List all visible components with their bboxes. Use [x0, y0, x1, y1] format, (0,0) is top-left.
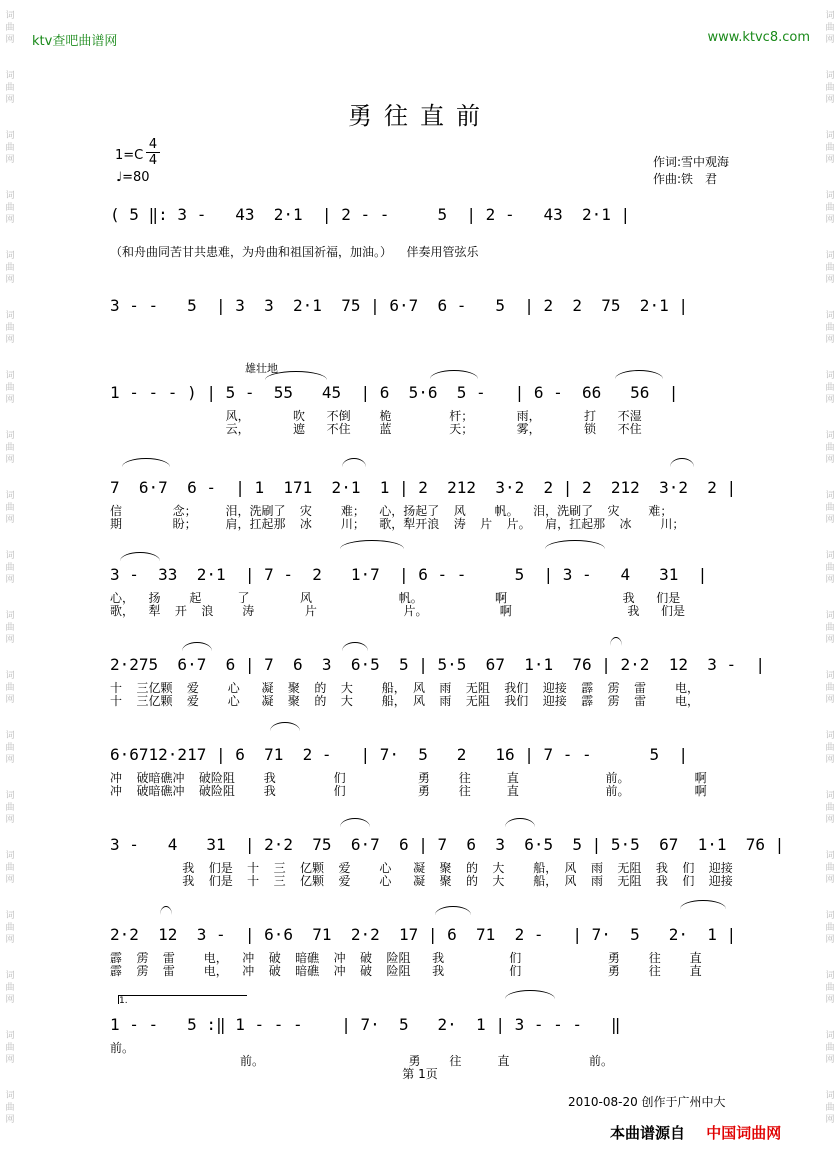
lyric-line-1: 风， 吹 不倒 桅 杆； 雨， 打 不湿 [110, 409, 642, 423]
notes-line: 3 - - 5 | 3 3 2·1 75 | 6·7 6 - 5 | 2 2 75 2·1 | [110, 296, 688, 315]
watermark-glyph: 词 曲 网 [5, 1031, 15, 1065]
watermark-glyph: 词 曲 网 [825, 431, 835, 465]
watermark-glyph: 词 曲 网 [5, 911, 15, 945]
slur-mark [342, 458, 366, 467]
watermark-glyph: 词 曲 网 [825, 611, 835, 645]
watermark-glyph: 词 曲 网 [825, 71, 835, 105]
key-signature: 1=C [115, 148, 144, 163]
volta-label: 1. [119, 996, 128, 1006]
watermark-glyph: 词 曲 网 [825, 191, 835, 225]
site-url-right: www.ktvc8.com [707, 30, 810, 45]
watermark-glyph: 词 曲 网 [825, 11, 835, 45]
lyric-line-2: 歌， 犁 开 浪 涛 片 片。 啊 我 们是 [110, 604, 686, 618]
lyric-line-2: 云， 遮 不住 蓝 天； 雾， 锁 不住 [110, 422, 642, 436]
slur-mark [670, 458, 694, 467]
tempo-value: =80 [122, 170, 150, 185]
watermark-glyph: 词 曲 网 [825, 791, 835, 825]
notes-line: 6·6712·217 | 6 71 2 - | 7· 5 2 16 | 7 - - 5 | [110, 745, 688, 764]
song-title: 勇往直前 [348, 102, 492, 130]
slur-mark [680, 900, 726, 909]
watermark-glyph: 词 曲 网 [5, 311, 15, 345]
notes-line: 3 - 33 2·1 | 7 - 2 1·7 | 6 - - 5 | 3 - 4 31 | [110, 565, 708, 584]
slur-mark [120, 552, 160, 561]
watermark-glyph: 词 曲 网 [5, 671, 15, 705]
lyric-line-2: 期 盼； 肩，扛起那 冰 川； 歌，犁开浪 涛 片 片。 肩，扛起那 冰 川； [110, 517, 685, 531]
lyric-line-1: 十 三亿颗 爱 心 凝 聚 的 大 船， 风 雨 无阻 我们 迎接 霹 雳 雷 电， [110, 681, 699, 695]
page-number: 第 1页 [402, 1067, 438, 1081]
notes-line: 2·2 12 3 - | 6·6 71 2·2 17 | 6 71 2 - | 7· 5 2· 1 | [110, 925, 737, 944]
watermark-glyph: 词 曲 网 [5, 71, 15, 105]
lyric-line-2: 十 三亿颗 爱 心 凝 聚 的 大 船， 风 雨 无阻 我们 迎接 霹 雳 雷 电， [110, 694, 699, 708]
watermark-glyph: 词 曲 网 [825, 1091, 835, 1125]
watermark-glyph: 词 曲 网 [5, 371, 15, 405]
watermark-glyph: 词 曲 网 [825, 551, 835, 585]
watermark-glyph: 词 曲 网 [825, 911, 835, 945]
slur-mark [610, 637, 622, 646]
watermark-glyph: 词 曲 网 [825, 731, 835, 765]
watermark-glyph: 词 曲 网 [825, 851, 835, 885]
watermark-glyph: 词 曲 网 [825, 971, 835, 1005]
watermark-glyph: 词 曲 网 [825, 1031, 835, 1065]
site-name-left: ktv查吧曲谱网 [32, 34, 118, 49]
lyric-line-2: 霹 雳 雷 电， 冲 破 暗礁 冲 破 险阻 我 们 勇 往 直 [110, 964, 702, 978]
slur-mark [430, 370, 478, 379]
slur-mark [435, 906, 471, 915]
slur-mark [265, 371, 327, 380]
lyric-line-1: 信 念； 泪，洗刷了 灾 难； 心，扬起了 风 帆。 泪，洗刷了 灾 难； [110, 504, 673, 518]
watermark-glyph: 词 曲 网 [5, 971, 15, 1005]
time-signature-bottom: 4 [148, 153, 158, 168]
watermark-glyph: 词 曲 网 [825, 251, 835, 285]
time-signature [146, 138, 160, 167]
slur-mark [122, 458, 170, 467]
lyric-line-1: 心， 扬 起 了 风 帆。 啊 我 们是 [110, 591, 681, 605]
slur-mark [270, 722, 300, 731]
composer-credit: 作曲:铁 君 [653, 172, 718, 186]
notes-line: 7 6·7 6 - | 1 171 2·1 1 | 2 212 3·2 2 | 2 212 3·2 2 | [110, 478, 737, 497]
watermark-glyph: 词 曲 网 [5, 431, 15, 465]
watermark-glyph: 词 曲 网 [825, 491, 835, 525]
watermark-glyph: 词 曲 网 [5, 611, 15, 645]
slur-mark [505, 990, 555, 999]
creation-date: 2010-08-20 创作于广州中大 [568, 1095, 726, 1109]
lyric-line-2: 前。 勇 往 直 前。 [110, 1054, 614, 1068]
expression-mark: 雄壮地 [245, 362, 278, 375]
watermark-glyph: 词 曲 网 [5, 791, 15, 825]
source-credit [610, 1122, 781, 1143]
watermark-glyph: 词 曲 网 [5, 131, 15, 165]
slur-mark [340, 818, 370, 827]
lyricist-credit: 作词:雪中观海 [653, 155, 730, 169]
lyric-line-1: 冲 破暗礁冲 破险阻 我 们 勇 往 直 前。 啊 [110, 771, 707, 785]
notes-line: ( 5 ‖: 3 - 43 2·1 | 2 - - 5 | 2 - 43 2·1 | [110, 205, 631, 224]
watermark-glyph: 词 曲 网 [5, 551, 15, 585]
watermark-glyph: 词 曲 网 [5, 851, 15, 885]
slur-mark [615, 370, 663, 379]
tempo-mark [116, 170, 150, 185]
watermark-glyph: 词 曲 网 [825, 371, 835, 405]
lyric-line-2: 我 们是 十 三 亿颗 爱 心 凝 聚 的 大 船， 风 雨 无阻 我 们 迎接 [110, 874, 733, 888]
slur-mark [160, 906, 172, 915]
slur-mark [340, 540, 404, 549]
lyric-line-1: 我 们是 十 三 亿颗 爱 心 凝 聚 的 大 船， 风 雨 无阻 我 们 迎接 [110, 861, 733, 875]
watermark-glyph: 词 曲 网 [5, 731, 15, 765]
watermark-glyph: 词 曲 网 [5, 491, 15, 525]
time-signature-top: 4 [148, 137, 158, 152]
notes-line: 2·275 6·7 6 | 7 6 3 6·5 5 | 5·5 67 1·1 76 | 2·2 12 3 - | [110, 655, 766, 674]
slur-mark [182, 642, 212, 651]
lyric-line-1: 霹 雳 雷 电， 冲 破 暗礁 冲 破 险阻 我 们 勇 往 直 [110, 951, 702, 965]
lyric-line-1: （和舟曲同苦甘共患难，为舟曲和祖国祈福，加油。） 伴奏用管弦乐 [110, 245, 479, 259]
source-site: 中国词曲网 [706, 1124, 782, 1142]
watermark-glyph: 词 曲 网 [5, 1091, 15, 1125]
lyric-line-1: 前。 [110, 1041, 135, 1055]
notes-line: 1 - - - ) | 5 - 55 45 | 6 5·6 5 - | 6 - 66 56 | [110, 383, 679, 402]
watermark-glyph: 词 曲 网 [5, 11, 15, 45]
watermark-glyph: 词 曲 网 [5, 251, 15, 285]
slur-mark [342, 642, 368, 651]
notes-line: 3 - 4 31 | 2·2 75 6·7 6 | 7 6 3 6·5 5 | 5·5 67 1·1 76 | [110, 835, 785, 854]
watermark-glyph: 词 曲 网 [825, 311, 835, 345]
source-prefix: 本曲谱源自 [610, 1124, 686, 1142]
slur-mark [545, 540, 605, 549]
quarter-note-icon: ♩ [116, 170, 123, 185]
notes-line: 1 - - 5 :‖ 1 - - - | 7· 5 2· 1 | 3 - - - ‖ [110, 1015, 621, 1034]
volta-bracket [118, 995, 247, 1004]
watermark-glyph: 词 曲 网 [5, 191, 15, 225]
lyric-line-2: 冲 破暗礁冲 破险阻 我 们 勇 往 直 前。 啊 [110, 784, 707, 798]
slur-mark [505, 818, 535, 827]
watermark-glyph: 词 曲 网 [825, 131, 835, 165]
watermark-glyph: 词 曲 网 [825, 671, 835, 705]
